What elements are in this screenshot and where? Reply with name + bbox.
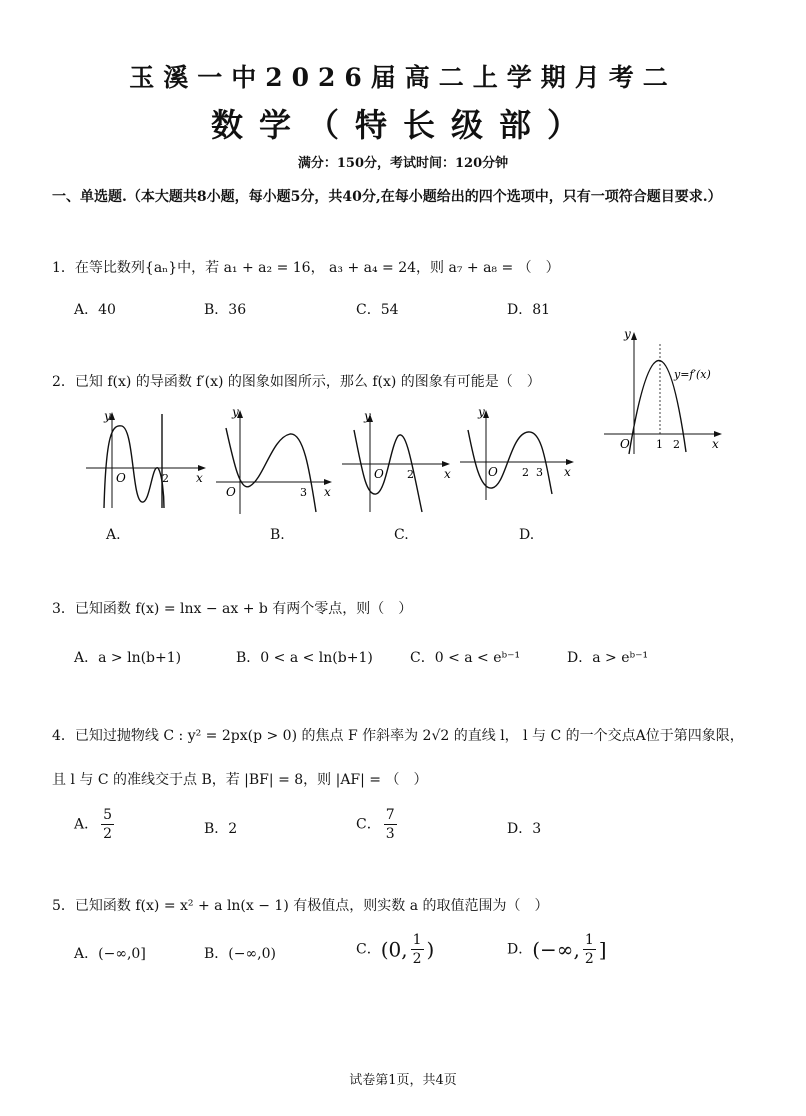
origin-label: O: [116, 471, 126, 485]
curve: [104, 426, 164, 508]
question-3: [52, 599, 412, 619]
graph-b: [212, 404, 336, 516]
option-label: A．: [74, 816, 99, 833]
q3-option-d: D．a > eᵇ⁻¹: [567, 650, 649, 666]
section-heading: 一、单选题.（本大题共8小题，每小题5分，共40分,在每小题给出的四个选项中，只有一项符合题目要求.）: [52, 189, 722, 205]
y-label: y: [478, 405, 485, 419]
graph-c: [340, 404, 458, 514]
q3-option-a: A．a > ln(b+1): [74, 650, 182, 666]
x-label: x: [712, 437, 719, 451]
question-number: 1．: [52, 260, 75, 276]
q5-option-d: [507, 931, 607, 968]
exam-title: 玉溪一中2026届高二上学期月考二: [129, 63, 677, 92]
option-label: D．: [507, 941, 533, 958]
question-number: 2．: [52, 374, 75, 390]
question-4: [52, 726, 744, 746]
q1-option-a: A．40: [74, 302, 116, 318]
q4-option-c: [356, 806, 400, 843]
q4-option-b: B．2: [204, 821, 238, 837]
question-4-line2: 且 l 与 C 的准线交于点 B，若 |BF| = 8，则 |AF| = （ ）: [52, 772, 428, 788]
numerator: 5: [103, 807, 113, 823]
denominator: 2: [103, 826, 113, 842]
x-label: x: [564, 465, 571, 479]
subject-title: 数学（特长级部）: [210, 106, 595, 144]
numerator: 1: [584, 932, 594, 948]
denominator: 3: [385, 826, 395, 842]
page-footer: 试卷第1页，共4页: [349, 1073, 457, 1088]
q1-option-c: C．54: [356, 302, 399, 318]
q2-option-a: A.: [106, 527, 121, 543]
x-label: x: [196, 471, 203, 485]
fraction: [411, 931, 424, 968]
question-number: 3．: [52, 601, 75, 617]
q3-option-b: B．0 < a < ln(b+1): [236, 650, 373, 666]
x-label: x: [324, 485, 331, 499]
q1-option-b: B．36: [204, 302, 247, 318]
option-label: A．: [74, 946, 99, 962]
question-number: 5．: [52, 898, 75, 914]
graph-d: [458, 404, 582, 504]
q4-option-a: [74, 806, 117, 843]
question-text-line1: 已知过抛物线 C : y² = 2px(p > 0) 的焦点 F 作斜率为 2√2 的直线 l， l 与 C 的一个交点A位于第四象限，: [74, 728, 744, 744]
q5-option-b: [204, 943, 276, 963]
tick-label: 2: [673, 438, 680, 451]
derivative-graph: [600, 328, 730, 458]
origin-label: O: [620, 437, 630, 451]
question-2: [52, 372, 541, 392]
q2-option-d: D.: [519, 527, 535, 543]
q5-option-a: [74, 943, 146, 963]
question-text: 已知函数 f(x) = lnx − ax + b 有两个零点，则（ ）: [74, 601, 413, 617]
y-label: y: [624, 328, 631, 341]
question-1: [52, 258, 560, 278]
tick-label: 3: [300, 486, 307, 499]
left-paren: (−∞,: [532, 937, 580, 962]
origin-label: O: [226, 485, 236, 499]
option-label: B．: [204, 946, 229, 962]
option-label: C．: [356, 941, 381, 958]
question-text: 在等比数列{aₙ}中，若 a₁ + a₂ = 16， a₃ + a₄ = 24，则 a₇ + a₈ = （ ）: [74, 260, 560, 276]
option-expr: (−∞,0]: [98, 946, 146, 962]
tick-label: 2: [162, 472, 169, 485]
denominator: 2: [412, 951, 422, 967]
question-text: 已知 f(x) 的导函数 f′(x) 的图象如图所示，那么 f(x) 的图象有可能是（ ）: [74, 374, 541, 390]
q4-option-d: D．3: [507, 821, 542, 837]
q3-option-c: C．0 < a < eᵇ⁻¹: [410, 650, 521, 666]
question-5: [52, 896, 549, 916]
exam-meta: 满分：150分，考试时间：120分钟: [297, 156, 509, 171]
q2-option-b: B.: [270, 527, 285, 543]
fraction: [384, 806, 397, 843]
numerator: 7: [385, 807, 395, 823]
option-label: C．: [356, 816, 381, 833]
x-label: x: [444, 467, 451, 481]
q5-option-c: [356, 931, 434, 968]
y-label: y: [232, 405, 239, 419]
fraction: [101, 806, 114, 843]
question-number: 4．: [52, 728, 75, 744]
graph-a: [82, 404, 212, 512]
option-expr: (−∞,0): [228, 946, 276, 962]
origin-label: O: [374, 467, 384, 481]
question-text: 已知函数 f(x) = x² + a ln(x − 1) 有极值点，则实数 a 的取值范围为（ ）: [74, 898, 549, 914]
tick-label: 2: [522, 466, 529, 479]
curve-label: y=f′(x): [674, 368, 711, 381]
denominator: 2: [584, 951, 594, 967]
y-label: y: [104, 409, 111, 423]
right-paren: ): [426, 937, 435, 962]
tick-label: 1: [656, 438, 663, 451]
q2-option-c: C.: [394, 527, 409, 543]
fraction: [583, 931, 596, 968]
origin-label: O: [488, 465, 498, 479]
left-paren: (0,: [380, 937, 408, 962]
numerator: 1: [412, 932, 422, 948]
y-axis-arrow-icon: [631, 332, 637, 340]
right-bracket: ]: [598, 937, 607, 962]
tick-label: 2: [407, 468, 414, 481]
q1-option-d: D．81: [507, 302, 551, 318]
tick-label: 3: [536, 466, 543, 479]
y-label: y: [364, 409, 371, 423]
